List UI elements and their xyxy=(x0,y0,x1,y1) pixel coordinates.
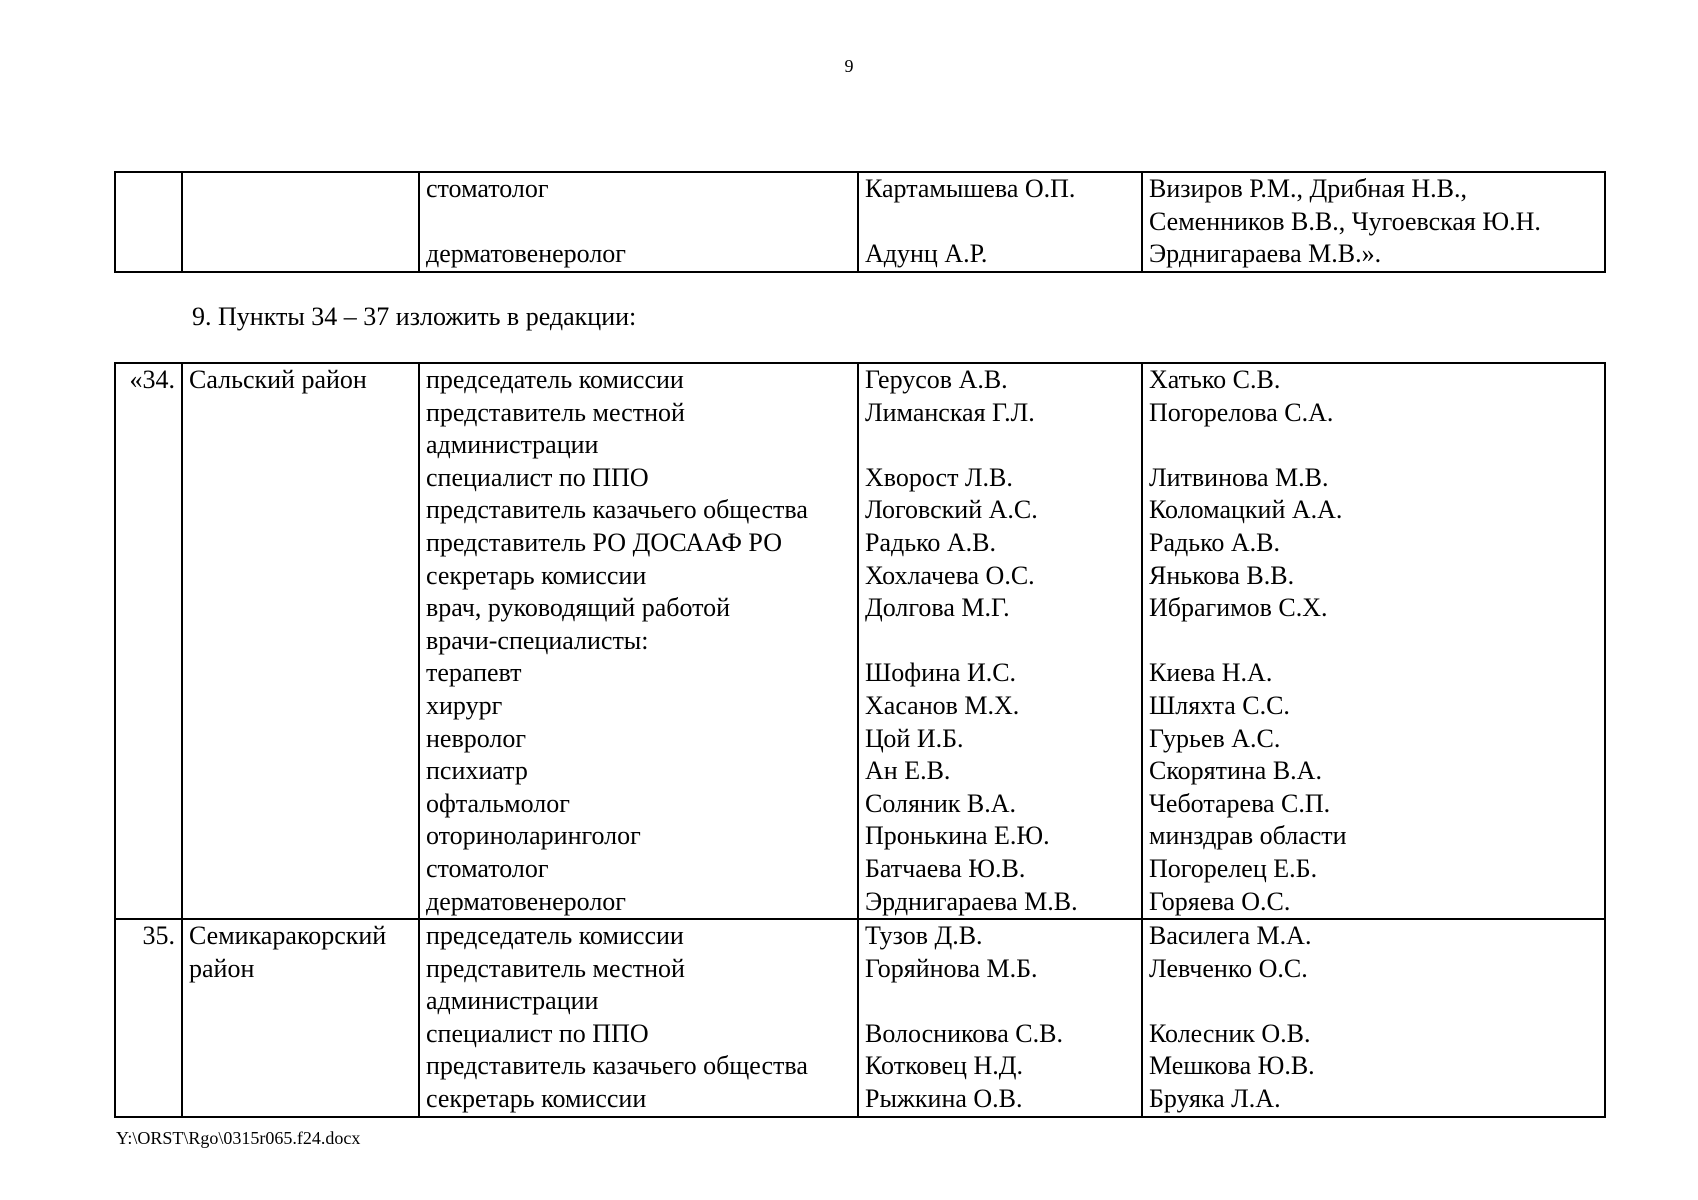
table-body xyxy=(115,172,1605,272)
member-line: Ан Е.В. xyxy=(865,756,951,786)
role-line: терапевт xyxy=(426,658,522,688)
role-line: психиатр xyxy=(426,756,528,786)
reserve-line: Погорелова С.А. xyxy=(1149,397,1334,427)
reserve-line: Погорелец Е.Б. xyxy=(1149,853,1318,883)
item-number-cell: «34. xyxy=(115,363,182,919)
role-cell xyxy=(419,363,858,919)
member-line: Хворост Л.В. xyxy=(865,462,1013,492)
role-line: председатель комиссии xyxy=(426,921,684,951)
role-line: офтальмолог xyxy=(426,788,570,818)
role-line: председатель комиссии xyxy=(426,365,684,394)
member-line: Тузов Д.В. xyxy=(865,921,983,951)
reserve-line: Литвинова М.В. xyxy=(1149,462,1329,492)
reserve-line: Гурьев А.С. xyxy=(1149,723,1281,753)
reserve-line: Колесник О.В. xyxy=(1149,1018,1311,1048)
reserve-line: Василега М.А. xyxy=(1149,921,1312,951)
reserve-line xyxy=(1149,429,1598,462)
role-cell xyxy=(419,172,858,272)
section-heading: 9. Пункты 34 – 37 изложить в редакции: xyxy=(192,302,637,331)
member-line xyxy=(865,985,1135,1018)
reserve-line: Ибрагимов С.Х. xyxy=(1149,593,1328,623)
member-line: Горяйнова М.Б. xyxy=(865,953,1038,983)
district-cell xyxy=(182,919,419,1117)
reserve-line xyxy=(1149,985,1598,1018)
commission-table-continued xyxy=(114,171,1606,273)
role-line: специалист по ППО xyxy=(426,1018,649,1048)
reserve-line: Янькова В.В. xyxy=(1149,560,1295,590)
item-number-cell xyxy=(115,172,182,272)
table-row xyxy=(115,172,1605,272)
member-line xyxy=(865,206,1135,239)
reserve-line: Бруяка Л.А. xyxy=(1149,1084,1281,1114)
member-cell xyxy=(858,363,1142,919)
reserve-line: Визиров Р.М., Дрибная Н.В., xyxy=(1149,174,1467,203)
reserve-cell xyxy=(1142,172,1605,272)
district-line: Семикаракорский xyxy=(189,921,387,951)
reserve-line xyxy=(1149,625,1598,658)
role-cell xyxy=(419,919,858,1117)
role-line: администрации xyxy=(426,430,599,460)
reserve-line: Эрднигараева М.В.». xyxy=(1149,239,1382,269)
page-number: 9 xyxy=(844,56,854,76)
reserve-line: Киева Н.А. xyxy=(1149,658,1273,688)
member-line xyxy=(865,429,1135,462)
member-line: Котковец Н.Д. xyxy=(865,1051,1023,1081)
reserve-line: Шляхта С.С. xyxy=(1149,690,1290,720)
role-line: представитель казачьего общества xyxy=(426,1051,808,1081)
member-line: Адунц А.Р. xyxy=(865,239,988,269)
member-cell xyxy=(858,919,1142,1117)
reserve-cell xyxy=(1142,919,1605,1117)
role-line: представитель РО ДОСААФ РО xyxy=(426,527,782,557)
member-line: Эрднигараева М.В. xyxy=(865,886,1078,916)
role-line: стоматолог xyxy=(426,174,549,203)
member-line: Батчаева Ю.В. xyxy=(865,853,1026,883)
member-line: Картамышева О.П. xyxy=(865,174,1076,203)
member-cell xyxy=(858,172,1142,272)
member-line: Соляник В.А. xyxy=(865,788,1017,818)
reserve-line: Скорятина В.А. xyxy=(1149,756,1322,786)
reserve-line: Горяева О.С. xyxy=(1149,886,1291,916)
reserve-line: Левченко О.С. xyxy=(1149,953,1308,983)
table-row xyxy=(115,363,1605,919)
role-line: врач, руководящий работой xyxy=(426,593,731,623)
role-line xyxy=(426,206,851,239)
reserve-line: Коломацкий А.А. xyxy=(1149,495,1343,525)
district-cell xyxy=(182,172,419,272)
role-line: хирург xyxy=(426,690,503,720)
member-line: Шофина И.С. xyxy=(865,658,1017,688)
member-line: Цой И.Б. xyxy=(865,723,964,753)
footer-file-path: Y:\ORST\Rgo\0315r065.f24.docx xyxy=(116,1128,361,1148)
role-line: стоматолог xyxy=(426,853,549,883)
role-line: администрации xyxy=(426,986,599,1016)
member-line: Хасанов М.Х. xyxy=(865,690,1020,720)
role-line: невролог xyxy=(426,723,527,753)
member-line: Герусов А.В. xyxy=(865,365,1008,394)
role-line: представитель казачьего общества xyxy=(426,495,808,525)
member-line: Долгова М.Г. xyxy=(865,593,1010,623)
member-line: Волосникова С.В. xyxy=(865,1018,1063,1048)
item-number-cell: 35. xyxy=(115,919,182,1117)
member-line: Пронькина Е.Ю. xyxy=(865,821,1050,851)
reserve-cell xyxy=(1142,363,1605,919)
role-line: дерматовенеролог xyxy=(426,239,626,269)
district-cell xyxy=(182,363,419,919)
member-line: Хохлачева О.С. xyxy=(865,560,1035,590)
member-line: Логовский А.С. xyxy=(865,495,1038,525)
member-line: Лиманская Г.Л. xyxy=(865,397,1035,427)
reserve-line: Семенников В.В., Чугоевская Ю.Н. xyxy=(1149,206,1541,236)
member-line: Рыжкина О.В. xyxy=(865,1084,1023,1114)
reserve-line: Чеботарева С.П. xyxy=(1149,788,1331,818)
table-body xyxy=(115,363,1605,1117)
reserve-line: Мешкова Ю.В. xyxy=(1149,1051,1315,1081)
reserve-line: минздрав области xyxy=(1149,821,1347,851)
role-line: оториноларинголог xyxy=(426,821,641,851)
role-line: дерматовенеролог xyxy=(426,886,626,916)
district-line: район xyxy=(189,953,255,983)
role-line: секретарь комиссии xyxy=(426,1084,647,1114)
table-row xyxy=(115,919,1605,1117)
reserve-line: Радько А.В. xyxy=(1149,527,1281,557)
member-line: Радько А.В. xyxy=(865,527,997,557)
role-line: представитель местной xyxy=(426,953,685,983)
role-line: секретарь комиссии xyxy=(426,560,647,590)
role-line: представитель местной xyxy=(426,397,685,427)
commission-table xyxy=(114,362,1606,1118)
reserve-line: Хатько С.В. xyxy=(1149,365,1281,394)
role-line: специалист по ППО xyxy=(426,462,649,492)
role-line: врачи-специалисты: xyxy=(426,625,649,655)
member-line xyxy=(865,625,1135,658)
district-line: Сальский район xyxy=(189,365,367,394)
